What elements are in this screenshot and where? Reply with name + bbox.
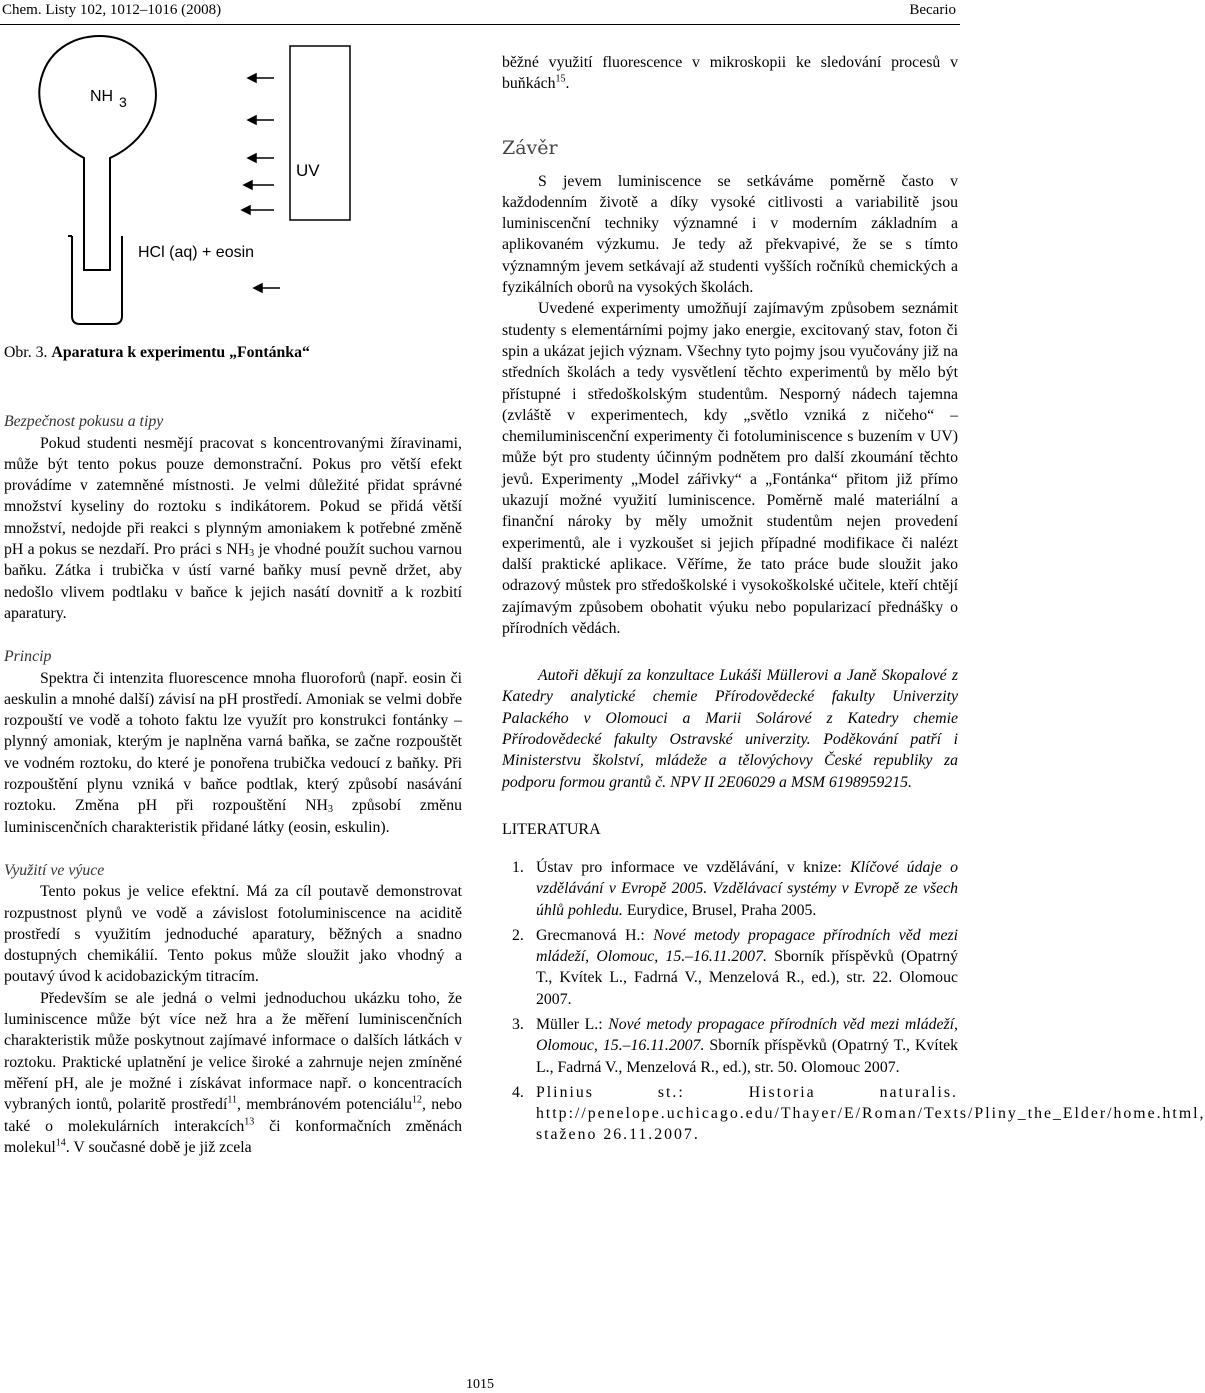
uv-label: UV [296,161,320,180]
paragraph-safety: Pokud studenti nesmějí pracovat s koncentrovanými žíravinami, může být tento pokus pouze demonstrační. Pokus pro větší efekt provádíme v zatemněné místnosti. Je velmi důležité přidat správné množství kyseliny do roztoku s indikátorem. Pokud se přidá větší množství, nedojde při reakci s plynným amoniakem k potřebné změně pH a pokus se nezdaří. Pro práci s $NH_3$ je vhodné použít suchou varnou baňku. Zátka i trubička v ústí varné baňky musí pevně držet, aby nedošlo vlivem podtlaku v baňce k jejich nasátí dovnitř a k rozbití aparatury. [4,434,462,622]
literature-heading: LITERATURA [502,820,601,838]
conclusion-heading: Závěr [502,136,558,159]
paragraph-principle: Spektra či intenzita fluorescence mnoha fluoroforů (např. eosin či aeskulin a mnohé další) závisí na pH prostředí. Amoniak se velmi dobře rozpouští ve vodě a tohoto faktu lze využít pro konstrukci fontánky – plynný amoniak, kterým je naplněna varná baňka, se začne rozpouštět ve vodném roztoku, do které je ponořena trubička vedoucí z baňky. Při rozpouštění plynu vzniká v baňce podtlak, který způsobí nasávání roztoku. Změna pH při rozpouštění $NH_3$ způsobí změnu luminiscenčních charakteristik přidané látky (eosin, eskulin). [4,669,462,836]
beaker-label: HCl (aq) + eosin [138,244,255,261]
right-column [502,52,1205,1150]
reference-item: 1. Ústav pro informace ve vzdělávání, v knize: Klíčové údaje o vzdělávání v Evropě 2005. Vzdělávací systémy v Evropě ze všech úhlů pohledu. Eurydice, Brusel, Praha 2005. [512,858,959,919]
paragraph-usage-2: Především se ale jedná o velmi jednoduchou ukázku toho, že luminiscence může být více než hra a že měření luminiscenčních charakteristik může poskytnout zajímavé informace o dalších látkách v roztoku. Praktické uplatnění je velice široké a zahrnuje nejen zmíněné měření pH, ale je možné i získávat informace např. o koncentracích vybraných iontů, polaritě prostředí$^{11}$, membránovém potenciálu$^{12}$, nebo také o molekulárních interakcích$^{13}$ či konformačních změnách molekul$^{14}$. V současné době je již zcela [4,989,462,1156]
section-title-principle: Princip [4,648,52,666]
section-title-safety: Bezpečnost pokusu a tipy [4,413,164,431]
reference-item: 4. Plinius st.: Historia naturalis. http://penelope.uchicago.edu/Thayer/E/Roman/Texts/Pliny_the_Elder/home.html, staženo 26.11.2007. [512,1083,1205,1144]
section-title-usage: Využití ve výuce [4,861,105,879]
flask-label-subscript: 3 [119,94,127,110]
reference-item: 3. Müller L.: Nové metody propagace přírodních věd mezi mládeží, Olomouc, 15.–16.11.2007. Sborník příspěvků (Opatrný T., Kvítek L., Fadrná V., Menzelová R., ed.), str. 50. Olomouc 2007. [512,1015,958,1076]
reference-list [502,857,1205,1146]
caption-title: Aparatura k experimentu „Fontánka“ [51,344,310,361]
apparatus-figure [0,0,470,330]
acknowledgement: Autoři děkují za konzultace Lukáši Müllerovi a Janě Skopalové z Katedry analytické chemie Přírodovědecké fakulty Univerzity Palackého v Olomouci a Marii Solárové z Katedry chemie Přírodovědecké fakulty Ostravské univerzity. Poděkování patří i Ministerstvu školství, mládeže a tělovýchovy České republiky za podporu formou grantů č. NPV II 2E06029 a MSM 6198959215. [502,667,958,791]
beaker-outline [72,236,122,324]
paragraph-usage-1: Tento pokus je velice efektní. Má za cíl poutavě demonstrovat rozpustnost plynů ve vodě a závislost fotoluminiscence na aciditě prostředí s využitím jednoduché aparatury, běžných a snadno dostupných chemikálií. Tento pokus může sloužit jako vhodný a poutavý úvod k acidobazickým titracím. [4,883,462,986]
conclusion-paragraph-1: S jevem luminiscence se setkáváme poměrně často v každodenním životě a díky vysoké citlivosti a variabilitě jsou luminiscenční techniky významné i v moderním základním a aplikovaném výzkumu. Je tedy až překvapivé, že se s tímto významným jevem setkávají až studenti vyšších ročníků chemických a fyzikálních oborů na vysokých školách. [502,172,958,297]
page-number: 1015 [466,1377,494,1392]
left-column [4,342,462,1158]
conclusion-paragraph-2: Uvedené experimenty umožňují zajímavým způsobem seznámit studenty s elementárními pojmy jako energie, excitovaný stav, foton či spin a ukázat jejich význam. Všechny tyto pojmy jsou vyučovány již na středních školách a tedy vysvětlení těchto experimentů by mělo být přístupné i středoškolským studentům. Nesporný nádech tajemna (zvláště v experimentech, kdy „světlo vzniká z ničeho“ – chemiluminiscenční experimenty či fotoluminiscence s buzením v UV) může být pro studenty účinným podnětem pro další zkoumání těchto jevů. Experimenty „Model zářivky“ a „Fontánka“ přitom již přímo ukazují možné využití luminiscence. Poměrně malé materiální a finanční nároky by měly umožnit studentům nejen provedení experimentů, ale i vyzkoušet si jejich případné modifikace či nalézt další praktické aplikace. Věříme, že tato práce bude sloužit jako odrazový můstek pro středoškolské i vysokoškolské učitele, kteří chtějí zajímavým způsobem obohatit výuku nebo popularizací přednášky o přírodních vědách. [502,300,958,637]
journal-header: Chem. Listy 102, 1012–1016 (2008) [2,2,222,18]
reference-item: 2. Grecmanová H.: Nové metody propagace přírodních věd mezi mládeží, Olomouc, 15.–16.11.2007. Sborník příspěvků (Opatrný T., Kvítek L., Fadrná V., Menzelová R., ed.), str. 22. Olomouc 2007. [512,926,959,1008]
flask-label: NH [90,88,114,105]
flask-outline [39,36,156,270]
figure-caption [4,342,462,363]
uv-lamp-box [290,46,350,220]
continued-paragraph: běžné využití fluorescence v mikroskopii ke sledování procesů v buňkách$^{15}$. [502,54,958,93]
journal-section: Becario [909,2,956,18]
caption-prefix: Obr. 3. [4,344,48,361]
